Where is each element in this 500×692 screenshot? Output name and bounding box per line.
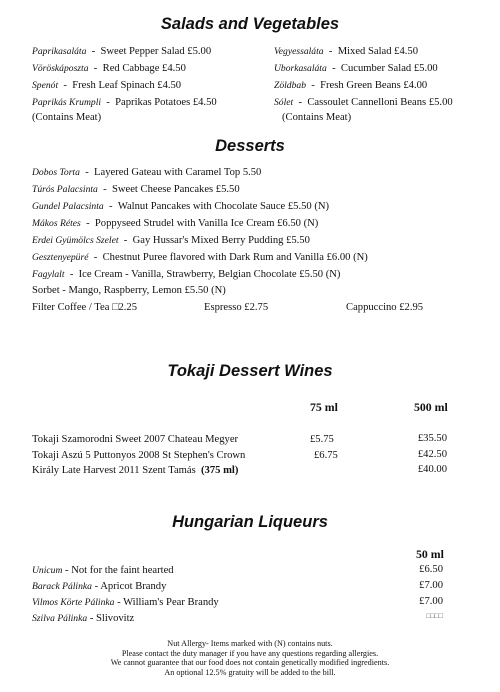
liqueur-item: Szilva Pálinka - Slivovitz — [32, 613, 135, 624]
salad-item: Sólet - Cassoulet Cannelloni Beans £5.00 — [274, 97, 453, 108]
wine-price-500: £40.00 — [417, 464, 447, 475]
salad-item: Paprikás Krumpli - Paprikas Potatoes £4.50 — [32, 97, 217, 108]
liqueurs-title: Hungarian Liqueurs — [172, 513, 328, 531]
footer-note: Nut Allergy- Items marked with (N) contains nuts. Please contact the duty manager if you have any questions regarding allergies. We cannot guarantee that our food does not contain genetically modified ingredients. An optional 12.5% gratuity will be added to the bill. — [110, 639, 390, 677]
contains-meat-note: (Contains Meat) — [282, 112, 352, 123]
salad-item: Vöröskáposzta - Red Cabbage £4.50 — [32, 63, 186, 74]
wine-price-75: £6.75 — [314, 450, 338, 461]
liqueur-item: Barack Pálinka - Apricot Brandy — [32, 581, 167, 592]
liqueur-item: Unicum - Not for the faint hearted — [32, 565, 174, 576]
sorbet-item: Sorbet - Mango, Raspberry, Lemon £5.50 (N) — [32, 285, 226, 296]
liqueur-item: Vilmos Körte Pálinka - William's Pear Brandy — [32, 597, 219, 608]
tokaji-title: Tokaji Dessert Wines — [167, 362, 333, 380]
col-500ml: 500 ml — [414, 400, 448, 414]
liqueur-price: £7.00 — [419, 596, 443, 607]
desserts-title: Desserts — [215, 137, 285, 155]
dessert-item: Mákos Rétes - Poppyseed Strudel with Vanilla Ice Cream £6.50 (N) — [32, 218, 319, 229]
dessert-item: Gundel Palacsinta - Walnut Pancakes with Chocolate Sauce £5.50 (N) — [32, 201, 330, 212]
dessert-item: Dobos Torta - Layered Gateau with Caramel Top 5.50 — [32, 167, 262, 178]
liqueur-price: □□□□ — [426, 612, 443, 620]
contains-meat-note: (Contains Meat) — [32, 112, 102, 123]
dessert-item: Fagylalt - Ice Cream - Vanilla, Strawberry, Belgian Chocolate £5.50 (N) — [32, 269, 341, 280]
salad-item: Paprikasaláta - Sweet Pepper Salad £5.00 — [32, 46, 212, 57]
col-50ml: 50 ml — [416, 547, 444, 561]
wine-name: Tokaji Aszú 5 Puttonyos 2008 St Stephen's Crown — [32, 450, 246, 461]
liqueur-price: £6.50 — [419, 564, 443, 575]
salad-item: Vegyessaláta - Mixed Salad £4.50 — [274, 46, 419, 57]
cappuccino: Cappuccino £2.95 — [346, 302, 424, 313]
dessert-item: Gesztenyepüré - Chestnut Puree flavored with Dark Rum and Vanilla £6.00 (N) — [32, 252, 368, 263]
salad-item: Spenót - Fresh Leaf Spinach £4.50 — [32, 80, 182, 91]
wine-price-500: £35.50 — [417, 433, 447, 444]
dessert-item: Erdei Gyümölcs Szelet - Gay Hussar's Mixed Berry Pudding £5.50 — [32, 235, 310, 246]
espresso: Espresso £2.75 — [204, 302, 269, 313]
wine-name: Tokaji Szamorodni Sweet 2007 Chateau Megyer — [32, 434, 239, 445]
wine-name: Király Late Harvest 2011 Szent Tamás (375 ml) — [32, 465, 239, 476]
filter-coffee-tea: Filter Coffee / Tea □2.25 — [32, 302, 138, 313]
salads-title: Salads and Vegetables — [160, 15, 340, 33]
salad-item: Zöldbab - Fresh Green Beans £4.00 — [274, 80, 428, 91]
wine-price-75: £5.75 — [310, 434, 334, 445]
dessert-item: Túrós Palacsinta - Sweet Cheese Pancakes £5.50 — [32, 184, 240, 195]
salad-item: Uborkasaláta - Cucumber Salad £5.00 — [274, 63, 438, 74]
col-75ml: 75 ml — [310, 400, 338, 414]
wine-price-500: £42.50 — [417, 449, 447, 460]
liqueur-price: £7.00 — [419, 580, 443, 591]
